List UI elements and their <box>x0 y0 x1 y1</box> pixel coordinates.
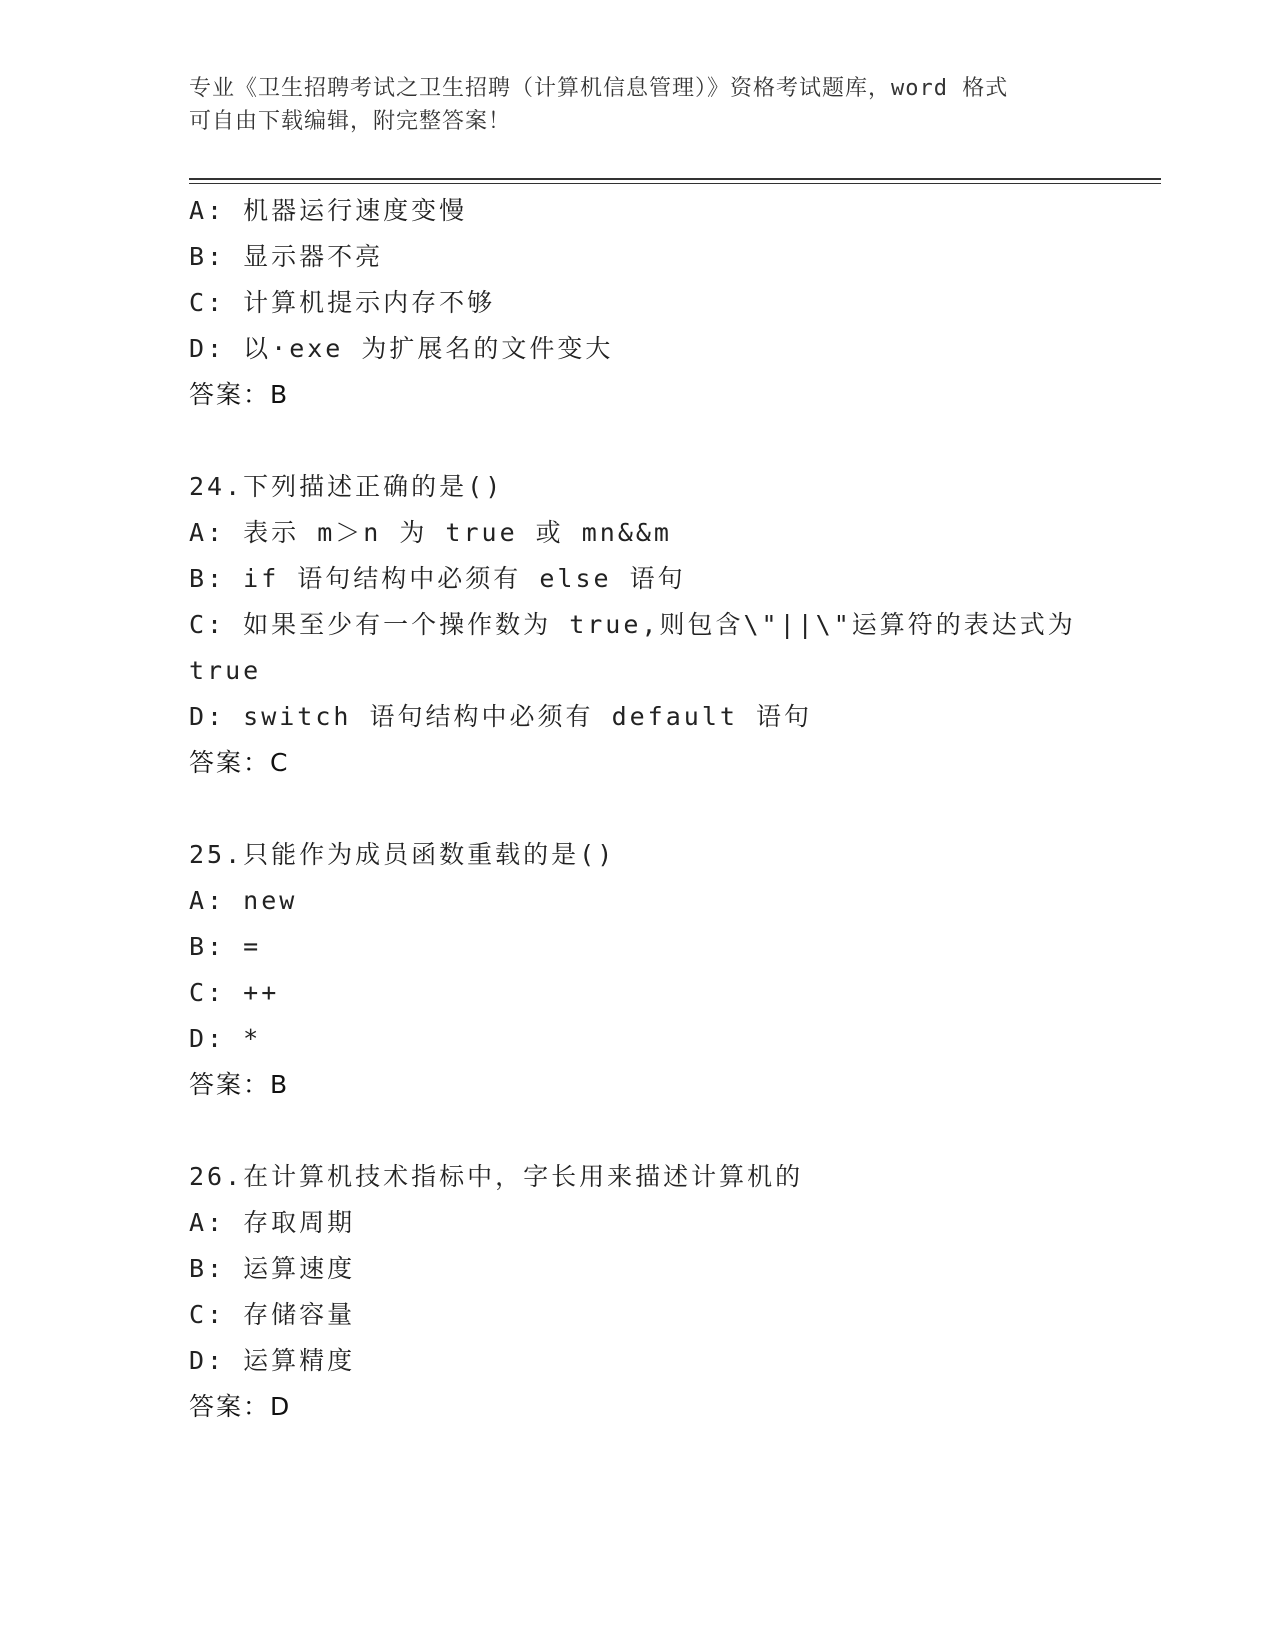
option-d: D: * <box>189 1024 262 1053</box>
header-title-line-1: 专业《卫生招聘考试之卫生招聘（计算机信息管理）》资格考试题库，word 格式 <box>189 76 1009 101</box>
option-c-continuation: true <box>189 656 262 685</box>
document-body <box>189 188 1089 1430</box>
question-23-continued <box>189 188 1089 418</box>
spacer <box>189 1108 1089 1154</box>
option-c: C: ++ <box>189 978 280 1007</box>
question-title: 26.在计算机技术指标中，字长用来描述计算机的 <box>189 1162 804 1191</box>
option-b: B: 显示器不亮 <box>189 242 384 271</box>
option-b: B: 运算速度 <box>189 1254 356 1283</box>
option-b: B: = <box>189 932 262 961</box>
option-c: C: 计算机提示内存不够 <box>189 288 496 317</box>
option-d: D: switch 语句结构中必须有 default 语句 <box>189 702 812 731</box>
question-25 <box>189 832 1089 1108</box>
option-b: B: if 语句结构中必须有 else 语句 <box>189 564 686 593</box>
question-24 <box>189 464 1089 786</box>
question-title: 25.只能作为成员函数重载的是() <box>189 840 616 869</box>
header-divider-thin <box>189 183 1161 184</box>
option-a: A: 机器运行速度变慢 <box>189 196 468 225</box>
document-header <box>189 72 1089 138</box>
option-d: D: 以·exe 为扩展名的文件变大 <box>189 334 614 363</box>
answer-line: 答案：C <box>189 748 290 777</box>
answer-line: 答案：B <box>189 380 290 409</box>
answer-line: 答案：B <box>189 1070 290 1099</box>
question-26 <box>189 1154 1089 1430</box>
option-d: D: 运算精度 <box>189 1346 356 1375</box>
header-divider-thick <box>189 178 1161 180</box>
answer-line: 答案：D <box>189 1392 292 1421</box>
option-a: A: 表示 m＞n 为 true 或 mn&&m <box>189 518 672 547</box>
spacer <box>189 786 1089 832</box>
option-a: A: new <box>189 886 298 915</box>
option-a: A: 存取周期 <box>189 1208 356 1237</box>
option-c: C: 存储容量 <box>189 1300 356 1329</box>
spacer <box>189 418 1089 464</box>
option-c: C: 如果至少有一个操作数为 true,则包含\"||\"运算符的表达式为 <box>189 610 1076 639</box>
header-title-line-2: 可自由下载编辑，附完整答案！ <box>189 109 512 134</box>
question-title: 24.下列描述正确的是() <box>189 472 504 501</box>
